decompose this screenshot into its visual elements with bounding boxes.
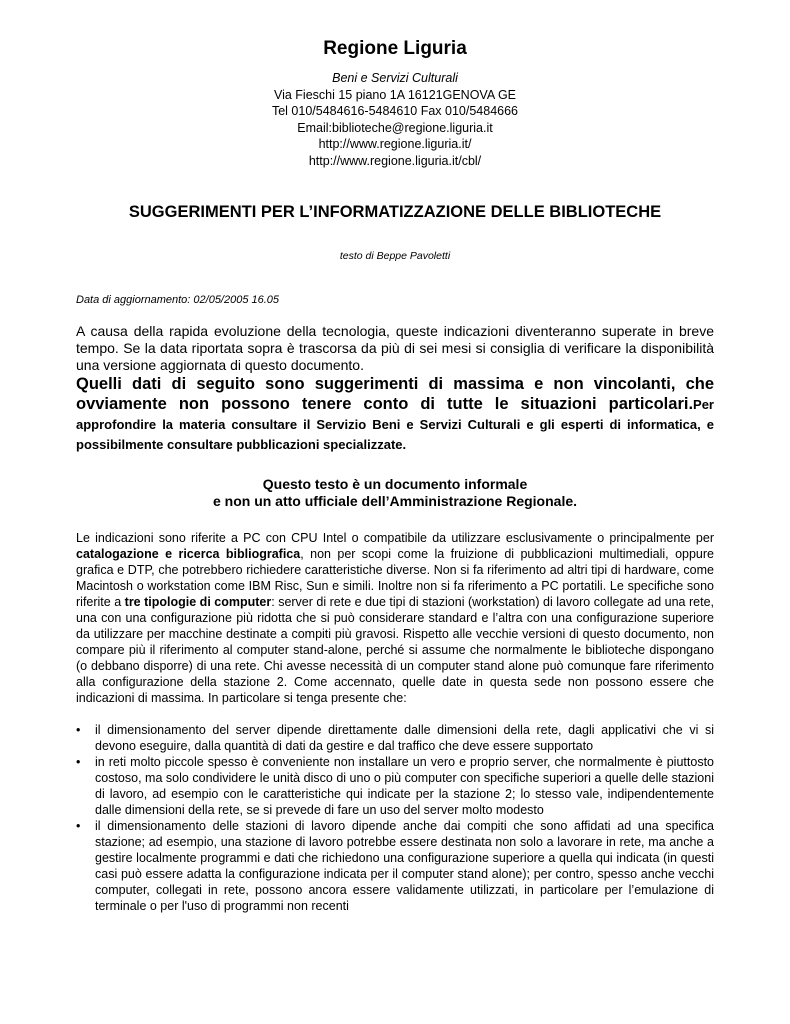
bullet-icon: • [76, 723, 81, 737]
author-line: testo di Beppe Pavoletti [339, 250, 451, 262]
address-line: Via Fieschi 15 piano 1A 16121GENOVA GE [273, 87, 517, 102]
document-page [76, 36, 714, 914]
main-paragraph [76, 530, 714, 706]
intro-paragraph: A causa della rapida evoluzione della tecnologia, queste indicazioni diventeranno superate in breve tempo. Se la data riportata sopra è trascorsa da più di sei mesi si consiglia di verificare la disponibilità una versione aggiornata di questo documento. [76, 323, 714, 373]
main-text-part-1: Le indicazioni sono riferite a PC con CPU Intel o compatibile da utilizzare esclusivamente o principalmente per [76, 531, 714, 545]
main-text-part-2: , non per scopi come la fruizione di pubblicazioni multimediali, oppure grafica e DTP, che potrebbero richiedere caratteristiche diverse. Non si fa riferimento ad altri tipi di hardware, come Macintosh o workstation come IBM Risc, Sun e simili. Inoltre non si fa riferimento a PC portatili. Le specifiche sono riferite a [76, 547, 714, 609]
list-item [76, 818, 714, 914]
notice-line-2: e non un atto ufficiale dell’Amministrazione Regionale. [212, 493, 578, 509]
phone-line: Tel 010/5484616-5484610 Fax 010/5484666 [271, 104, 519, 118]
disclaimer-paragraph [76, 374, 714, 454]
letterhead [76, 36, 714, 169]
department-name: Beni e Servizi Culturali [332, 71, 458, 85]
organization-title: Regione Liguria [323, 38, 467, 59]
disclaimer-small: Per approfondire la materia consultare il Servizio Beni e Servizi Culturali e gli esperti di informatica, e possibilmente consultare pubblicazioni specializzate. [76, 397, 714, 452]
document-title: SUGGERIMENTI PER L’INFORMATIZZAZIONE DELLE BIBLIOTECHE [128, 203, 662, 221]
list-item [76, 722, 714, 754]
update-date: Data di aggiornamento: 02/05/2005 16.05 [76, 294, 280, 306]
list-item [76, 754, 714, 818]
website-link-2[interactable]: http://www.regione.liguria.it/cbl/ [308, 153, 482, 168]
main-text-bold-2: tre tipologie di computer [124, 595, 272, 609]
main-text-bold-1: catalogazione e ricerca bibliografica [76, 547, 301, 561]
bullet-list [76, 722, 714, 914]
bullet-icon: • [76, 755, 81, 769]
list-item-text: in reti molto piccole spesso è conveniente non installare un vero e proprio server, che normalmente è piuttosto costoso, ma solo condividere le unità disco di uno o più computer con specifiche superiori a quelle delle stazioni di lavoro, ad esempio con le caratteristiche qui indicate per la stazione 2; lo stesso vale, indipendentemente dalle dimensioni della rete, se si prevede di fare un uso del server molto modesto [95, 755, 714, 817]
disclaimer-large: Quelli dati di seguito sono suggerimenti di massima e non vincolanti, che ovviamente non possono tenere conto di tutte le situazioni particolari. [76, 375, 714, 413]
website-link-1[interactable]: http://www.regione.liguria.it/ [318, 137, 472, 151]
email-line: Email:biblioteche@regione.liguria.it [297, 120, 493, 135]
notice-line-1: Questo testo è un documento informale [262, 476, 528, 492]
list-item-text: il dimensionamento del server dipende direttamente dalle dimensioni della rete, dagli applicativi che vi si devono eseguire, dalla quantità di dati da gestire e dal traffico che deve essere supportato [95, 723, 714, 753]
informal-notice [76, 476, 714, 510]
bullet-icon: • [76, 819, 81, 833]
contact-block [76, 70, 714, 169]
list-item-text: il dimensionamento delle stazioni di lavoro dipende anche dai compiti che sono affidati ad una specifica stazione; ad esempio, una stazione di lavoro potrebbe essere destinata non solo a lavorare in rete, ma anche a gestire localmente programmi e dati che richiedono una configurazione superiore a quella qui indicata (in questi casi può essere adatta la configurazione indicata per il computer stand alone); per contro, spesso anche vecchi computer, collegati in rete, possono ancora essere validamente utilizzati, in particolare per l’emulazione di terminale o per l'uso di programmi non recenti [95, 819, 714, 913]
main-text-part-3: : server di rete e due tipi di stazioni (workstation) di lavoro collegate ad una rete, una con una configurazione più ridotta che si può considerare standard e l’altra con una configurazione superiore da utilizzare per macchine destinate a compiti più gravosi. Rispetto alle vecchie versioni di questo documento, non compare più il riferimento al computer stand-alone, perché si assume che normalmente le biblioteche dispongano (o debbano disporre) di una rete. Chi avesse necessità di un computer stand alone può comunque fare riferimento alla configurazione della stazione 2. Come accennato, quelle date in questa sede non possono essere che indicazioni di massima. In particolare si tenga presente che: [76, 595, 714, 705]
